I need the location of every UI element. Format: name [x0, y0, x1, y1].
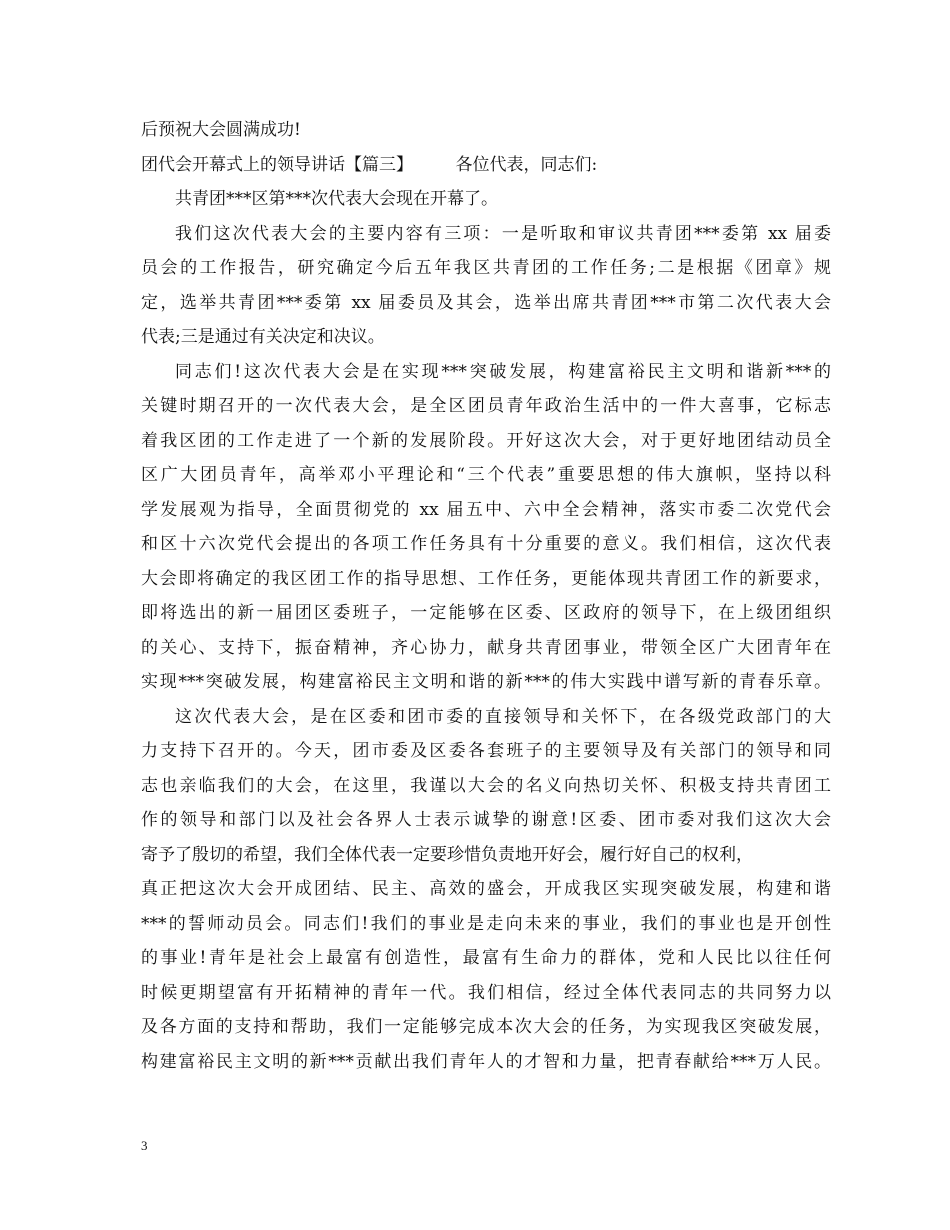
text-line: 实现***突破发展，构建富裕民主文明和谐的新***的伟大实践中谱写新的青春乐章。 [141, 672, 831, 692]
text-line: 寄予了殷切的希望，我们全体代表一定要珍惜负责地开好会，履行好自己的权利， [141, 844, 753, 865]
text-line: 志也亲临我们的大会，在这里，我谨以大会的名义向热切关怀、积极支持共青团工 [141, 775, 831, 796]
text-line: 和区十六次党代会提出的各项工作任务具有十分重要的意义。我们相信，这次代表 [141, 534, 831, 554]
text-line: 后预祝大会圆满成功! [141, 120, 301, 140]
text-line: 关键时期召开的一次代表大会，是全区团员青年政治生活中的一件大喜事，它标志 [141, 396, 831, 416]
text-line: 真正把这次大会开成团结、民主、高效的盛会，开成我区实现突破发展，构建和谐 [141, 879, 831, 899]
text-line: 共青团***区第***次代表大会现在开幕了。 [175, 189, 498, 209]
text-line: 区广大团员青年，高举邓小平理论和“三个代表”重要思想的伟大旗帜，坚持以科 [141, 465, 831, 485]
text-line: 大会即将确定的我区团工作的指导思想、工作任务，更能体现共青团工作的新要求， [141, 568, 831, 589]
page-number: 3 [141, 1138, 148, 1153]
text-line: 员会的工作报告，研究确定今后五年我区共青团的工作任务;二是根据《团章》规 [141, 258, 831, 278]
text-line: 我们这次代表大会的主要内容有三项：一是听取和审议共青团***委第 xx 届委 [175, 223, 831, 244]
text-line: 定，选举共青团***委第 xx 届委员及其会，选举出席共青团***市第二次代表大会 [141, 292, 831, 313]
text-line: 学发展观为指导，全面贯彻党的 xx 届五中、六中全会精神，落实市委二次党代会 [141, 499, 831, 520]
text-line: 的关心、支持下，振奋精神，齐心协力，献身共青团事业，带领全区广大团青年在 [141, 637, 831, 658]
text-line: 时候更期望富有开拓精神的青年一代。我们相信，经过全体代表同志的共同努力以 [141, 982, 831, 1003]
text-line: 这次代表大会，是在区委和团市委的直接领导和关怀下，在各级党政部门的大 [175, 706, 831, 727]
text-line: 构建富裕民主文明的新***贡献出我们青年人的才智和力量，把青春献给***万人民。 [141, 1051, 831, 1072]
text-line: 着我区团的工作走进了一个新的发展阶段。开好这次大会，对于更好地团结动员全 [141, 430, 831, 451]
document-body [141, 113, 831, 1079]
text-line: ***的誓师动员会。同志们!我们的事业是走向未来的事业，我们的事业也是开创性 [141, 913, 831, 934]
text-line: 的事业!青年是社会上最富有创造性，最富有生命力的群体，党和人民比以往任何 [141, 948, 831, 968]
text-line: 同志们!这次代表大会是在实现***突破发展，构建富裕民主文明和谐新***的 [175, 361, 831, 382]
text-line: 及各方面的支持和帮助，我们一定能够完成本次大会的任务，为实现我区突破发展， [141, 1017, 831, 1037]
text-line: 力支持下召开的。今天，团市委及区委各套班子的主要领导及有关部门的领导和同 [141, 741, 831, 761]
text-line: 团代会开幕式上的领导讲话【篇三】 各位代表，同志们: [141, 154, 598, 175]
text-line: 代表;三是通过有关决定和决议。 [141, 327, 385, 347]
text-line: 作的领导和部门以及社会各界人士表示诚挚的谢意!区委、团市委对我们这次大会 [141, 810, 831, 830]
text-line: 即将选出的新一届团区委班子，一定能够在区委、区政府的领导下，在上级团组织 [141, 603, 831, 623]
